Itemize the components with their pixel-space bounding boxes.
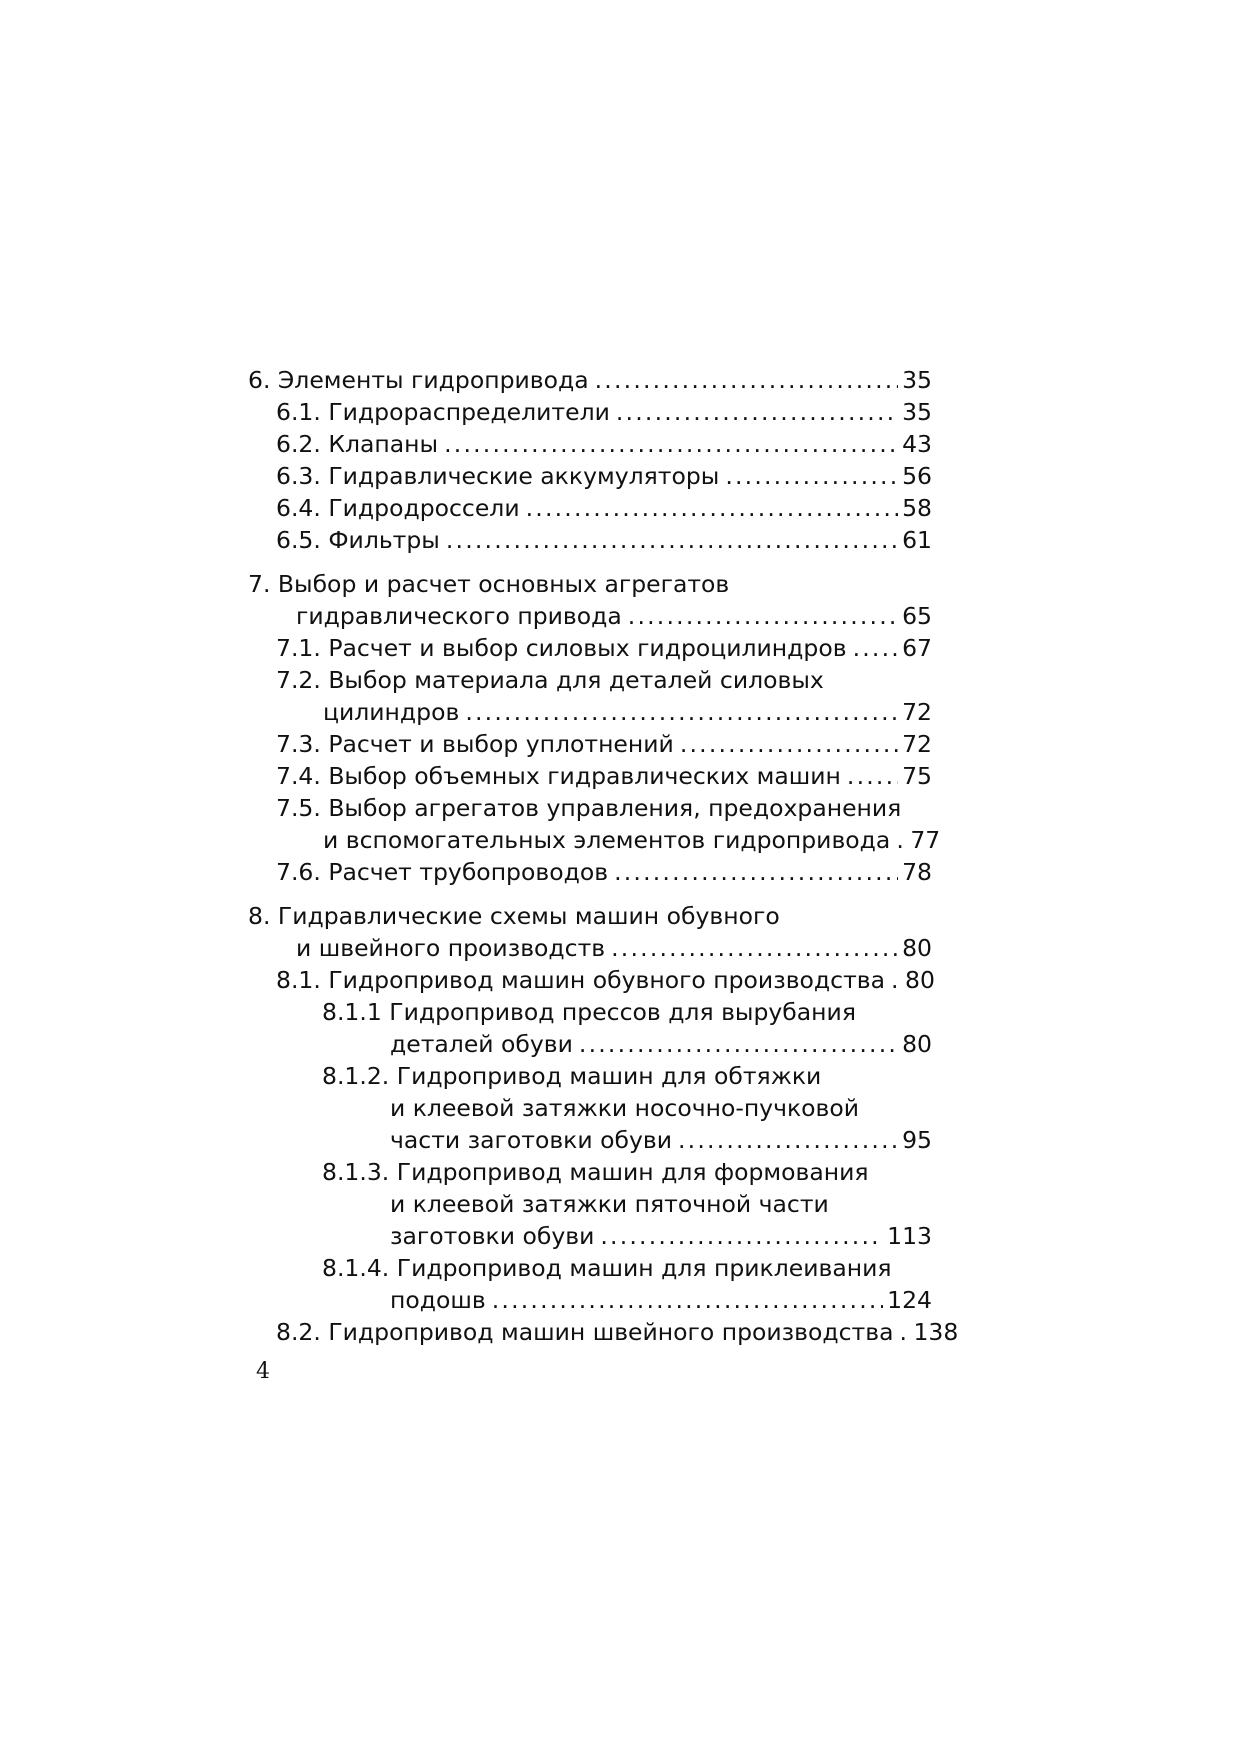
toc-entry-title: 7.1. Расчет и выбор силовых гидроцилиндров xyxy=(276,634,847,662)
toc-entry xyxy=(248,1028,932,1060)
dot-leader xyxy=(628,600,898,632)
dot-leader xyxy=(616,396,898,428)
toc-entry-page: 138 xyxy=(913,1318,959,1346)
toc-entry-line xyxy=(248,568,932,600)
toc-entry-title-cont: цилиндров xyxy=(323,698,460,726)
toc-entry-page: 113 xyxy=(887,1222,932,1250)
toc-entry-page: 95 xyxy=(902,1126,932,1154)
dot-leader xyxy=(526,492,898,524)
toc-entry xyxy=(248,728,932,760)
toc-entry xyxy=(248,524,932,556)
toc-entry-title-cont: и вспомогательных элементов гидропривода xyxy=(323,826,891,854)
dot-leader xyxy=(896,824,906,856)
toc-entry xyxy=(248,428,932,460)
toc-entry xyxy=(248,964,935,996)
toc-entry-title: 7.5. Выбор агрегатов управления, предохранения xyxy=(276,794,902,822)
dot-leader xyxy=(600,1220,883,1252)
toc-entry-line xyxy=(248,664,932,696)
toc-entry-line xyxy=(248,1252,932,1284)
toc-entry-title-cont: заготовки обуви xyxy=(390,1222,595,1250)
toc-entry-line xyxy=(248,792,932,824)
toc-entry-title: 8.1.2. Гидропривод машин для обтяжки xyxy=(322,1062,822,1090)
toc-entry-title: 7.2. Выбор материала для деталей силовых xyxy=(276,666,824,694)
toc-entry xyxy=(248,1220,932,1252)
dot-leader xyxy=(579,1028,898,1060)
dot-leader xyxy=(446,524,898,556)
toc-entry-page: 35 xyxy=(902,398,932,426)
toc-entry-title-cont: гидравлического привода xyxy=(296,602,622,630)
toc-entry-line xyxy=(248,996,932,1028)
toc-entry-page: 67 xyxy=(902,634,932,662)
dot-leader xyxy=(725,460,898,492)
toc-entry xyxy=(248,396,932,428)
toc-entry-page: 80 xyxy=(902,1030,932,1058)
toc-entry xyxy=(248,932,932,964)
toc-entry-page: 43 xyxy=(902,430,932,458)
toc-entry-title-cont: части заготовки обуви xyxy=(390,1126,673,1154)
toc-section-7 xyxy=(248,568,941,888)
toc-entry-title-cont: деталей обуви xyxy=(390,1030,573,1058)
toc-section-8 xyxy=(248,900,959,1348)
dot-leader xyxy=(611,932,898,964)
toc-entry-line xyxy=(248,1060,932,1092)
toc-entry-page: 77 xyxy=(910,826,941,854)
toc-entry-title: 7.4. Выбор объемных гидравлических машин xyxy=(276,762,841,790)
toc-entry-line xyxy=(248,1188,932,1220)
toc-entry-title: 7. Выбор и расчет основных агрегатов xyxy=(248,570,730,598)
toc-entry-title-cont: подошв xyxy=(390,1286,486,1314)
toc-entry xyxy=(248,364,932,396)
toc-entry-title: 7.3. Расчет и выбор уплотнений xyxy=(276,730,674,758)
toc-entry xyxy=(248,492,932,524)
dot-leader xyxy=(678,1124,898,1156)
toc-entry xyxy=(248,632,932,664)
toc-entry xyxy=(248,824,941,856)
toc-entry-title-cont: и швейного производств xyxy=(296,934,606,962)
toc-entry-title: 8.1.3. Гидропривод машин для формования xyxy=(322,1158,869,1186)
dot-leader xyxy=(680,728,898,760)
dot-leader xyxy=(614,856,898,888)
toc-entry-page: 72 xyxy=(902,698,932,726)
toc-entry xyxy=(248,1124,932,1156)
toc-entry-page: 78 xyxy=(902,858,932,886)
toc-entry-title: 6.2. Клапаны xyxy=(276,430,439,458)
toc-entry-line xyxy=(248,1092,932,1124)
dot-leader xyxy=(444,428,898,460)
toc-entry-page: 35 xyxy=(902,366,932,394)
toc-entry-page: 80 xyxy=(902,934,932,962)
dot-leader xyxy=(465,696,898,728)
toc-section-6 xyxy=(248,364,932,556)
toc-entry-page: 72 xyxy=(902,730,932,758)
dot-leader xyxy=(492,1284,883,1316)
toc-entry-title-cont: и клеевой затяжки пяточной части xyxy=(390,1190,829,1218)
dot-leader xyxy=(853,632,899,664)
toc-entry-title: 6. Элементы гидропривода xyxy=(248,366,589,394)
page-number: 4 xyxy=(256,1359,270,1384)
toc-entry-page: 58 xyxy=(902,494,932,522)
toc-entry-page: 124 xyxy=(887,1286,932,1314)
toc-entry-page: 80 xyxy=(905,966,935,994)
toc-entry-page: 65 xyxy=(902,602,932,630)
toc-entry-title: 8.2. Гидропривод машин швейного производства xyxy=(276,1318,894,1346)
table-of-contents xyxy=(248,364,959,1360)
dot-leader xyxy=(847,760,898,792)
toc-entry-line xyxy=(248,1156,932,1188)
toc-entry xyxy=(248,1284,932,1316)
toc-entry-title: 8. Гидравлические схемы машин обувного xyxy=(248,902,780,930)
toc-entry xyxy=(248,600,932,632)
toc-entry-page: 56 xyxy=(902,462,932,490)
toc-entry xyxy=(248,1316,959,1348)
toc-entry xyxy=(248,760,932,792)
dot-leader xyxy=(899,1316,909,1348)
toc-entry-title: 8.1. Гидропривод машин обувного производства xyxy=(276,966,886,994)
toc-entry-line xyxy=(248,900,932,932)
toc-entry-title: 6.3. Гидравлические аккумуляторы xyxy=(276,462,720,490)
toc-entry-title: 6.5. Фильтры xyxy=(276,526,440,554)
toc-entry-title: 6.4. Гидродроссели xyxy=(276,494,520,522)
toc-entry-title-cont: и клеевой затяжки носочно-пучковой xyxy=(390,1094,860,1122)
toc-entry-page: 61 xyxy=(902,526,932,554)
dot-leader xyxy=(891,964,901,996)
dot-leader xyxy=(595,364,898,396)
toc-entry xyxy=(248,856,932,888)
toc-entry xyxy=(248,460,932,492)
toc-entry xyxy=(248,696,932,728)
toc-entry-title: 8.1.4. Гидропривод машин для приклеивания xyxy=(322,1254,892,1282)
toc-entry-title: 6.1. Гидрораспределители xyxy=(276,398,610,426)
toc-entry-page: 75 xyxy=(902,762,932,790)
toc-entry-title: 7.6. Расчет трубопроводов xyxy=(276,858,609,886)
toc-entry-title: 8.1.1 Гидропривод прессов для вырубания xyxy=(322,998,856,1026)
